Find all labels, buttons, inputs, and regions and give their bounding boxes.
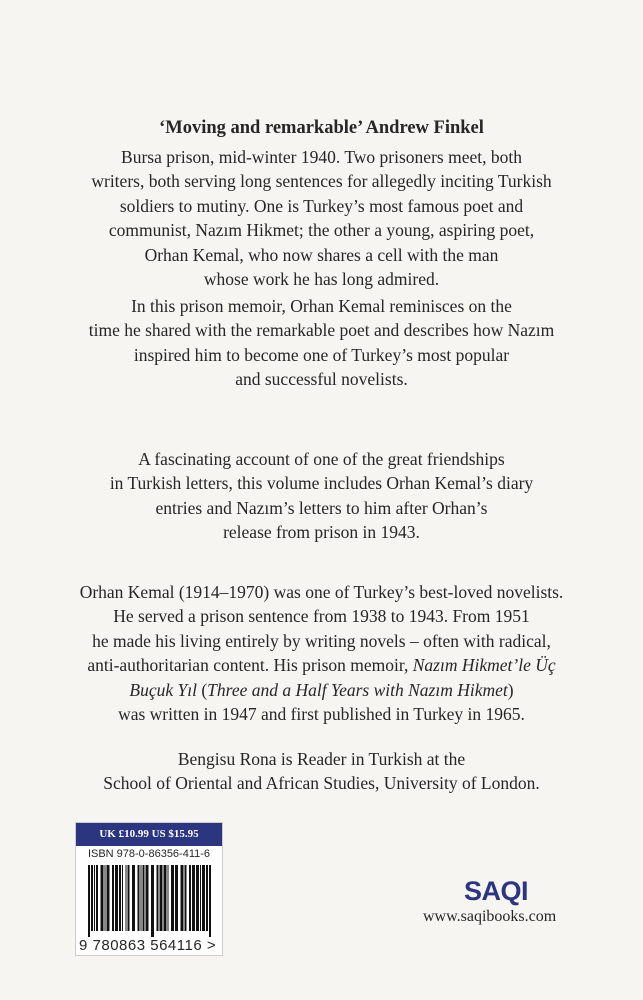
text-line: Orhan Kemal, who now shares a cell with the man (144, 244, 499, 265)
barcode-bar (138, 865, 140, 931)
isbn-barcode (75, 822, 223, 956)
text-line: time he shared with the remarkable poet and describes how Nazım (88, 320, 555, 341)
barcode-bar (122, 865, 123, 931)
text-line: inspired him to become one of Turkey’s most popular (133, 344, 510, 365)
barcode-bar (192, 865, 195, 931)
barcode-bar (185, 865, 187, 931)
barcode-bar (206, 865, 208, 931)
price-band: UK £10.99 US $15.95 (76, 823, 222, 846)
translator-bio (0, 747, 643, 796)
publisher-url[interactable]: www.saqibooks.com (423, 908, 557, 925)
barcode-bar (164, 865, 167, 931)
barcode-bar (126, 865, 127, 931)
barcode-bar (181, 865, 184, 931)
text-line: He served a prison sentence from 1938 to 1943. From 1951 (113, 606, 530, 627)
barcode-bars (88, 865, 212, 937)
text-line: in Turkish letters, this volume includes Orhan Kemal’s diary (109, 473, 534, 494)
barcode-bar (128, 865, 130, 931)
text-line: was written in 1947 and first published in Turkey in 1965. (118, 704, 525, 725)
review-quote: ‘Moving and remarkable’ Andrew Finkel (159, 118, 484, 138)
barcode-bar (175, 865, 178, 931)
publisher-logo: SAQI (464, 876, 529, 906)
text-line: Bengisu Rona is Reader in Turkish at the (177, 749, 466, 769)
barcode-bar (112, 865, 114, 931)
barcode-bar (119, 865, 121, 931)
barcode-bar (94, 865, 95, 931)
barcode-bar (157, 865, 159, 931)
barcode-bar (143, 865, 145, 931)
text-line: whose work he has long admired. (203, 269, 440, 290)
barcode-bar (189, 865, 191, 931)
barcode-bar (168, 865, 169, 931)
barcode-bar (115, 865, 118, 931)
isbn-number: ISBN 978-0-86356-411-6 (87, 848, 211, 860)
text-line: he made his living entirely by writing novels – often with radical, (92, 630, 551, 651)
synopsis-paragraph-1 (0, 145, 643, 291)
text-line: In this prison memoir, Orhan Kemal reminisces on the (131, 296, 512, 316)
text-line: soldiers to mutiny. One is Turkey’s most famous poet and (119, 195, 524, 216)
text-line: School of Oriental and African Studies, University of London. (103, 773, 540, 794)
barcode-bar (91, 865, 93, 931)
text-line: and successful novelists. (235, 369, 408, 390)
author-bio (0, 580, 643, 726)
text-line: writers, both serving long sentences for allegedly inciting Turkish (91, 171, 552, 192)
text-line: communist, Nazım Hikmet; the other a young, aspiring poet, (108, 220, 535, 241)
barcode-bar (101, 865, 104, 931)
barcode-bar (88, 865, 90, 937)
barcode-bar (151, 865, 154, 937)
barcode-bar (160, 865, 163, 931)
barcode-bar (196, 865, 199, 931)
barcode-bar (132, 865, 135, 931)
barcode-bar (209, 865, 211, 937)
barcode-bar (202, 865, 205, 931)
text-line: A fascinating account of one of the great friendships (138, 449, 505, 469)
barcode-bar (107, 865, 110, 931)
synopsis-paragraph-3 (0, 447, 643, 545)
barcode-bar (141, 865, 142, 931)
text-line: Bursa prison, mid-winter 1940. Two prisoners meet, both (121, 147, 522, 167)
synopsis-paragraph-2 (0, 294, 643, 392)
barcode-bar (171, 865, 174, 931)
barcode-bar (200, 865, 201, 931)
barcode-bar (146, 865, 149, 931)
barcode-digits: 9 780863 564116 > (79, 937, 217, 954)
text-line: Buçuk Yıl (Three and a Half Years with Nazım Hikmet) (129, 679, 514, 700)
barcode-bar (96, 865, 98, 931)
text-line: release from prison in 1943. (223, 522, 420, 543)
text-line: entries and Nazım’s letters to him after Orhan’s (155, 497, 488, 518)
barcode-bar (105, 865, 106, 931)
text-line: Orhan Kemal (1914–1970) was one of Turkey’s best-loved novelists. (79, 582, 564, 602)
text-line: anti-authoritarian content. His prison memoir, Nazım Hikmet’le Üç (87, 655, 556, 676)
